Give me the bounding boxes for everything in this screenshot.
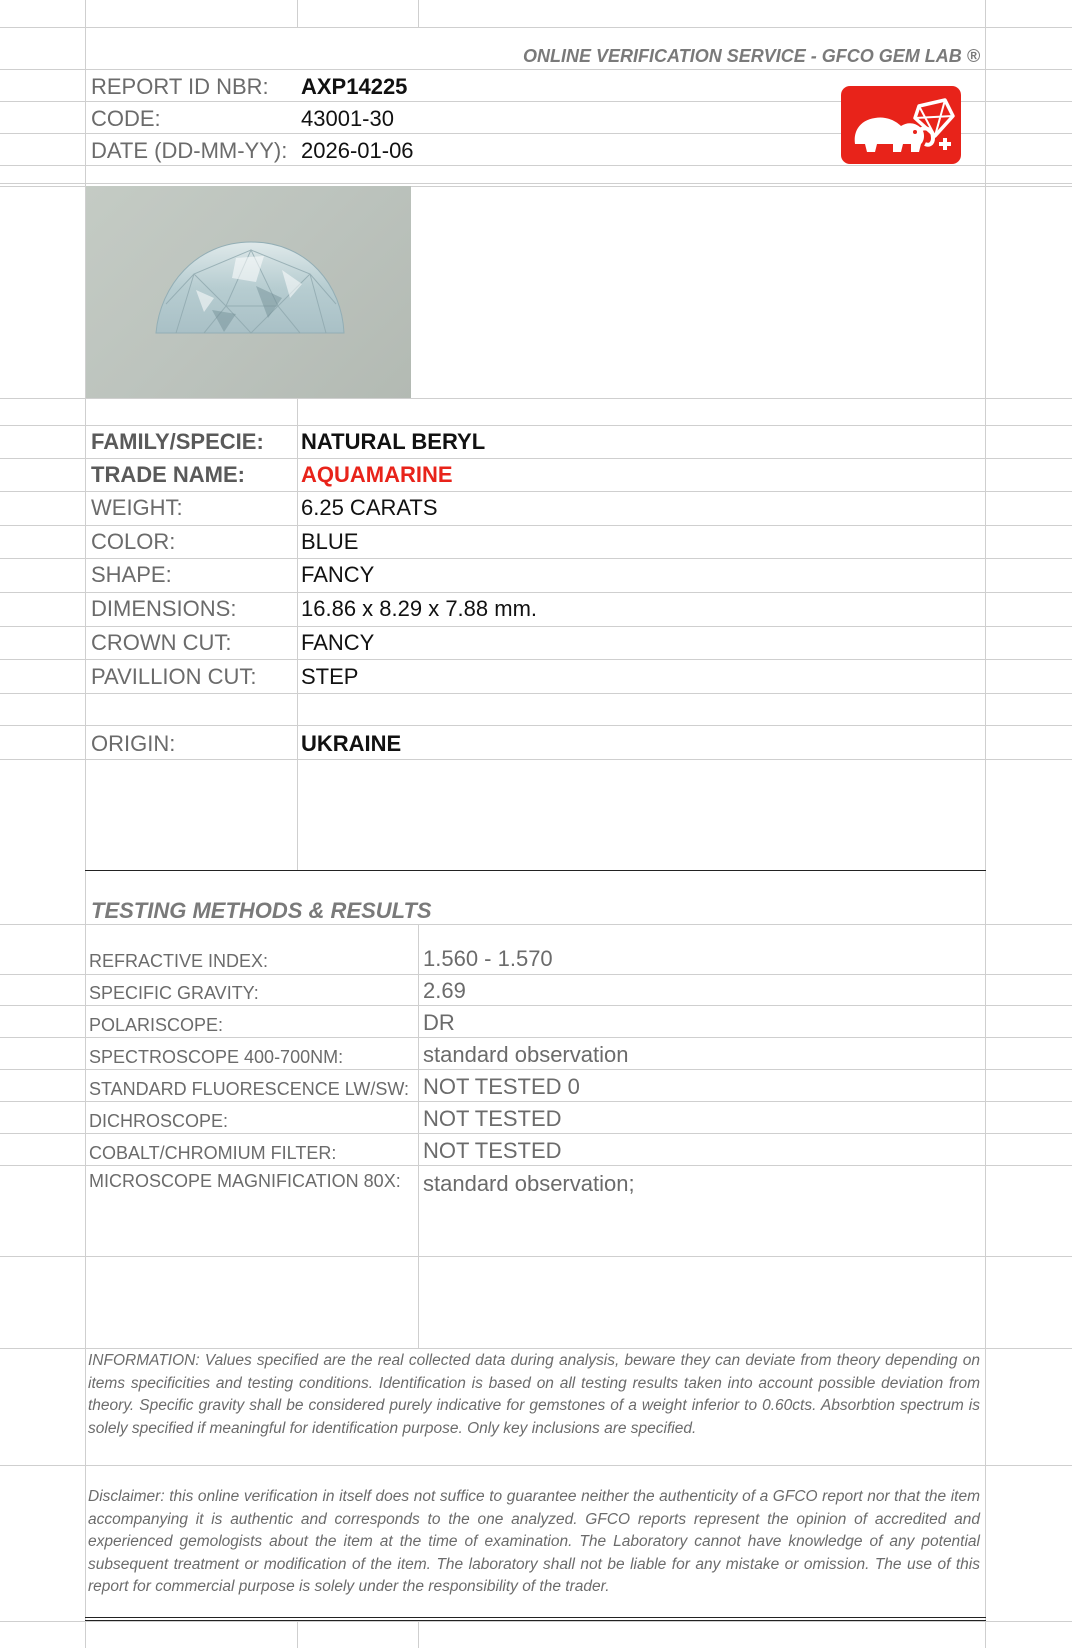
test-value: standard observation xyxy=(423,1042,629,1067)
test-value: DR xyxy=(423,1010,455,1035)
test-label: STANDARD FLUORESCENCE LW/SW: xyxy=(89,1079,410,1099)
test-value: NOT TESTED 0 xyxy=(423,1074,580,1099)
gemstone-photo xyxy=(86,186,411,398)
dimensions-label: DIMENSIONS: xyxy=(91,596,237,621)
test-label: SPECIFIC GRAVITY: xyxy=(89,983,259,1003)
color-label: COLOR: xyxy=(91,529,176,554)
code-value: 43001-30 xyxy=(301,106,394,131)
report-id-value: AXP14225 xyxy=(301,74,408,99)
color-value: BLUE xyxy=(301,529,359,554)
gemstone-image xyxy=(86,186,411,398)
test-label: DICHROSCOPE: xyxy=(89,1111,229,1131)
date-label: DATE (DD-MM-YY): xyxy=(91,138,288,163)
weight-value: 6.25 CARATS xyxy=(301,495,438,520)
test-label: COBALT/CHROMIUM FILTER: xyxy=(89,1143,337,1163)
information-note: INFORMATION: Values specified are the real collected data during analysis, beware they can deviate from theory depending on items specificities and testing conditions. Identification is based on all testing results taken into account possible deviation from theory. Specific gravity shall be considered purely indicative for gemstones of a weight inferior to 0.60cts. Absorbtion spectrum is solely specified if meaningful for identification purpose. Only key inclusions are specified. xyxy=(88,1352,980,1437)
dimensions-value: 16.86 x 8.29 x 7.88 mm. xyxy=(301,596,538,621)
trade-name-value: AQUAMARINE xyxy=(301,462,453,487)
section-divider xyxy=(85,870,986,871)
shape-value: FANCY xyxy=(301,562,375,587)
family-label: FAMILY/SPECIE: xyxy=(91,429,264,454)
test-value: NOT TESTED xyxy=(423,1138,562,1163)
test-label: SPECTROSCOPE 400-700NM: xyxy=(89,1047,344,1067)
pavillion-cut-value: STEP xyxy=(301,664,359,689)
test-value: 1.560 - 1.570 xyxy=(423,946,553,971)
disclaimer-note: Disclaimer: this online verification in itself does not suffice to guarantee neither the authenticity of a GFCO report nor that the item accompanying it is authentic and corresponds to the one analyzed. GFCO reports represent the opinion of accredited and experienced gemologists about the item at the time of examination. The Laboratory cannot have knowledge of any potential subsequent treatment or modification of the item. The laboratory shall not be liable for any mistake or omission. The use of this report for commercial purpose is solely under the responsibility of the trader. xyxy=(88,1488,980,1595)
testing-section-title: TESTING METHODS & RESULTS xyxy=(91,898,432,923)
service-title: ONLINE VERIFICATION SERVICE - GFCO GEM LAB ® xyxy=(523,46,980,66)
test-label: POLARISCOPE: xyxy=(89,1015,224,1035)
section-divider xyxy=(85,1617,986,1618)
crown-cut-value: FANCY xyxy=(301,630,375,655)
weight-label: WEIGHT: xyxy=(91,495,183,520)
crown-cut-label: CROWN CUT: xyxy=(91,630,232,655)
test-value: standard observation; xyxy=(423,1171,635,1196)
test-value: 2.69 xyxy=(423,978,466,1003)
pavillion-cut-label: PAVILLION CUT: xyxy=(91,664,257,689)
test-value: NOT TESTED xyxy=(423,1106,562,1131)
date-value: 2026-01-06 xyxy=(301,138,414,163)
origin-label: ORIGIN: xyxy=(91,731,176,756)
test-label: MICROSCOPE MAGNIFICATION 80X: xyxy=(89,1171,401,1191)
family-value: NATURAL BERYL xyxy=(301,429,486,454)
trade-name-label: TRADE NAME: xyxy=(91,462,245,487)
section-divider xyxy=(85,1620,986,1621)
origin-value: UKRAINE xyxy=(301,731,402,756)
shape-label: SHAPE: xyxy=(91,562,172,587)
report-id-label: REPORT ID NBR: xyxy=(91,74,269,99)
code-label: CODE: xyxy=(91,106,161,131)
test-label: REFRACTIVE INDEX: xyxy=(89,951,269,971)
gfco-elephant-logo-icon xyxy=(841,86,961,164)
